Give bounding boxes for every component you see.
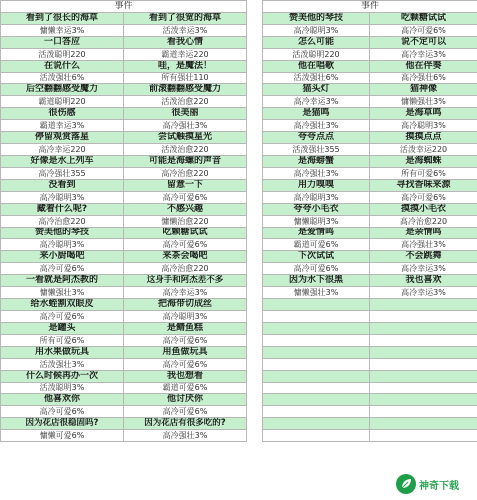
choice-cell: 看到了很宽的海草 <box>124 12 247 24</box>
choice-cell: 说不定可以 <box>370 36 477 48</box>
reward-cell: 高冷强壮6% <box>370 72 477 84</box>
choice-cell: 是亲情鸣 <box>370 227 477 239</box>
empty-cell <box>263 310 370 322</box>
empty-cell <box>263 394 370 406</box>
choice-row <box>1 251 247 263</box>
reward-row <box>1 215 247 227</box>
choice-cell: 一看就是阿杰教的 <box>1 275 124 287</box>
reward-cell: 活泼强壮6% <box>1 72 124 84</box>
reward-cell: 高冷幸运220 <box>1 144 124 156</box>
reward-cell: 高冷幸运3% <box>124 287 247 299</box>
choice-cell: 来小厨喝吧 <box>1 251 124 263</box>
reward-cell: 活泼聪明220 <box>263 48 370 60</box>
choice-row <box>1 227 247 239</box>
choice-row <box>263 12 477 24</box>
reward-cell: 高冷可爱6% <box>1 310 124 322</box>
reward-cell: 慵懒可爱6% <box>1 430 124 442</box>
reward-cell: 高冷聪明3% <box>263 191 370 203</box>
choice-row <box>1 394 247 406</box>
reward-cell: 高冷强壮3% <box>263 120 370 132</box>
choice-row <box>1 155 247 167</box>
reward-row <box>263 287 477 299</box>
choice-row <box>1 84 247 96</box>
empty-row <box>263 430 477 442</box>
choice-row <box>1 322 247 334</box>
reward-cell: 慵懒强壮3% <box>263 287 370 299</box>
choice-cell: 后空翻翻感受魔力 <box>1 84 124 96</box>
reward-cell: 活泼幸运220 <box>370 144 477 156</box>
reward-row <box>263 96 477 108</box>
choice-cell: 什么时候再办一次 <box>1 370 124 382</box>
choice-cell: 猫头灯 <box>263 84 370 96</box>
leaf-icon <box>396 474 416 494</box>
choice-cell: 是海螃蟹 <box>263 155 370 167</box>
choice-row <box>263 179 477 191</box>
reward-cell: 高冷聪明3% <box>370 120 477 132</box>
empty-cell <box>370 310 477 322</box>
reward-cell: 高冷幸运3% <box>263 96 370 108</box>
empty-cell <box>263 346 370 358</box>
reward-row <box>263 263 477 275</box>
reward-row <box>1 191 247 203</box>
reward-cell: 活泼强壮355 <box>263 144 370 156</box>
choice-cell: 他喜欢你 <box>1 394 124 406</box>
choice-row <box>263 84 477 96</box>
empty-cell <box>370 299 477 311</box>
choice-cell: 看我心情 <box>124 36 247 48</box>
choice-cell: 是鲭鱼糕 <box>124 322 247 334</box>
choice-cell: 他在伴奏 <box>370 60 477 72</box>
reward-cell: 高冷治愈220 <box>370 215 477 227</box>
reward-row <box>1 120 247 132</box>
watermark-text: 神奇下载 <box>419 480 459 492</box>
left-event-table <box>0 0 247 442</box>
reward-cell: 高冷聪明3% <box>1 239 124 251</box>
empty-row <box>263 334 477 346</box>
reward-cell: 高冷幸运3% <box>370 287 477 299</box>
reward-row <box>1 310 247 322</box>
empty-row <box>263 322 477 334</box>
choice-cell: 用力嗅嗅 <box>263 179 370 191</box>
reward-cell: 高冷聪明3% <box>263 24 370 36</box>
reward-row <box>263 144 477 156</box>
choice-cell: 给水蛭割双眼皮 <box>1 299 124 311</box>
empty-cell <box>370 322 477 334</box>
reward-cell: 活泼强壮6% <box>263 72 370 84</box>
empty-row <box>263 310 477 322</box>
empty-cell <box>370 346 477 358</box>
choice-row <box>263 132 477 144</box>
reward-cell: 高冷聪明3% <box>1 191 124 203</box>
choice-cell: 是罐头 <box>1 322 124 334</box>
reward-row <box>1 358 247 370</box>
choice-cell: 很美丽 <box>124 108 247 120</box>
empty-cell <box>370 394 477 406</box>
choice-cell: 这身手和阿杰差不多 <box>124 275 247 287</box>
choice-cell: 摸摸点点 <box>370 132 477 144</box>
choice-cell: 吃颗糖试试 <box>124 227 247 239</box>
choice-row <box>1 275 247 287</box>
empty-cell <box>370 334 477 346</box>
reward-cell: 活泼幸运3% <box>124 24 247 36</box>
choice-cell: 我也想看 <box>124 370 247 382</box>
empty-cell <box>263 322 370 334</box>
empty-cell <box>370 358 477 370</box>
reward-row <box>263 191 477 203</box>
empty-cell <box>263 430 370 442</box>
choice-row <box>263 155 477 167</box>
choice-row <box>1 132 247 144</box>
reward-row <box>1 406 247 418</box>
choice-cell: 寻找香味来源 <box>370 179 477 191</box>
reward-cell: 高冷幸运3% <box>370 263 477 275</box>
reward-cell: 高冷治愈220 <box>1 215 124 227</box>
reward-row <box>1 382 247 394</box>
reward-cell: 高冷强壮3% <box>124 120 247 132</box>
reward-cell: 高冷治愈220 <box>124 263 247 275</box>
choice-row <box>1 299 247 311</box>
empty-cell <box>263 406 370 418</box>
choice-cell: 因为水下很黑 <box>263 275 370 287</box>
choice-cell: 藏着什么呢? <box>1 203 124 215</box>
choice-cell: 尝试触摸星光 <box>124 132 247 144</box>
empty-cell <box>370 406 477 418</box>
reward-cell: 高冷强壮3% <box>263 167 370 179</box>
choice-cell: 好像是水上列车 <box>1 155 124 167</box>
choice-cell: 在说什么 <box>1 60 124 72</box>
choice-cell: 摸摸小毛衣 <box>370 203 477 215</box>
choice-row <box>1 36 247 48</box>
empty-row <box>263 406 477 418</box>
reward-cell: 高冷强壮355 <box>1 167 124 179</box>
empty-cell <box>263 418 370 430</box>
choice-row <box>263 108 477 120</box>
choice-cell: 停留观赏落星 <box>1 132 124 144</box>
reward-cell: 高冷可爱6% <box>1 263 124 275</box>
site-watermark <box>396 472 474 496</box>
empty-row <box>263 382 477 394</box>
choice-row <box>263 60 477 72</box>
choice-row <box>1 179 247 191</box>
reward-cell: 高冷可爱6% <box>124 191 247 203</box>
reward-cell: 高冷聪明3% <box>124 310 247 322</box>
reward-cell: 高冷强壮3% <box>124 430 247 442</box>
reward-cell: 高冷可爱6% <box>124 334 247 346</box>
empty-cell <box>263 358 370 370</box>
reward-row <box>1 167 247 179</box>
reward-cell: 高冷可爱6% <box>1 406 124 418</box>
reward-cell: 霸道可爱6% <box>124 382 247 394</box>
reward-cell: 高冷可爱6% <box>263 263 370 275</box>
empty-cell <box>263 370 370 382</box>
reward-row <box>1 24 247 36</box>
choice-row <box>263 251 477 263</box>
choice-row <box>1 60 247 72</box>
choice-cell: 吃颗糖试试 <box>370 12 477 24</box>
reward-row <box>263 48 477 60</box>
reward-row <box>263 215 477 227</box>
choice-cell: 前滚翻翻感受魔力 <box>124 84 247 96</box>
choice-row <box>1 370 247 382</box>
table-header: 事件 <box>1 1 247 13</box>
choice-row <box>1 203 247 215</box>
reward-cell: 高冷治愈220 <box>124 167 247 179</box>
empty-row <box>263 394 477 406</box>
reward-row <box>263 239 477 251</box>
reward-cell: 活泼聪明3% <box>1 382 124 394</box>
choice-cell: 看到了很长的海草 <box>1 12 124 24</box>
choice-cell: 留意一下 <box>124 179 247 191</box>
choice-cell: 夸夸点点 <box>263 132 370 144</box>
choice-row <box>263 275 477 287</box>
reward-row <box>263 120 477 132</box>
empty-row <box>263 358 477 370</box>
choice-row <box>1 346 247 358</box>
reward-cell: 高冷可爱6% <box>124 406 247 418</box>
choice-cell: 可能是海螺的声音 <box>124 155 247 167</box>
reward-cell: 慵懒聪明3% <box>263 215 370 227</box>
choice-cell: 不会跳舞 <box>370 251 477 263</box>
empty-cell <box>370 370 477 382</box>
choice-row <box>1 418 247 430</box>
empty-cell <box>263 382 370 394</box>
empty-row <box>263 418 477 430</box>
reward-row <box>1 72 247 84</box>
choice-cell: 把海带切成丝 <box>124 299 247 311</box>
reward-cell: 高冷可爱6% <box>370 24 477 36</box>
empty-row <box>263 346 477 358</box>
choice-cell: 下次试试 <box>263 251 370 263</box>
choice-cell: 赞美他的琴技 <box>263 12 370 24</box>
reward-row <box>1 48 247 60</box>
empty-cell <box>370 430 477 442</box>
choice-cell: 是猫鸣 <box>263 108 370 120</box>
choice-cell: 因为花店很稳固吗? <box>1 418 124 430</box>
reward-cell: 所有可爱6% <box>370 167 477 179</box>
reward-cell: 慵懒幸运3% <box>1 24 124 36</box>
choice-row <box>263 227 477 239</box>
reward-cell: 慵懒治愈220 <box>124 215 247 227</box>
choice-cell: 用鱼做玩具 <box>124 346 247 358</box>
empty-cell <box>263 334 370 346</box>
reward-cell: 高冷可爱6% <box>124 239 247 251</box>
choice-row <box>263 203 477 215</box>
reward-cell: 高冷幸运3% <box>370 48 477 60</box>
choice-cell: 很伤感 <box>1 108 124 120</box>
table-header: 事件 <box>263 1 477 13</box>
empty-row <box>263 370 477 382</box>
choice-cell: 猫神像 <box>370 84 477 96</box>
choice-cell: 我也喜欢 <box>370 275 477 287</box>
choice-cell: 不感兴趣 <box>124 203 247 215</box>
reward-row <box>1 239 247 251</box>
choice-cell: 怎么可能 <box>263 36 370 48</box>
choice-cell: 是海草鸣 <box>370 108 477 120</box>
choice-cell: 一口答应 <box>1 36 124 48</box>
reward-row <box>1 263 247 275</box>
reward-cell: 霸道幸运220 <box>124 48 247 60</box>
reward-cell: 高冷可爱6% <box>124 358 247 370</box>
reward-row <box>1 96 247 108</box>
reward-row <box>1 287 247 299</box>
choice-cell: 赞美他的琴技 <box>1 227 124 239</box>
choice-cell: 因为花店有很多吃的? <box>124 418 247 430</box>
reward-cell: 霸道聪明220 <box>1 96 124 108</box>
reward-cell: 慵懒强壮3% <box>1 287 124 299</box>
choice-cell: 哇，是魔法！ <box>124 60 247 72</box>
reward-cell: 霸道可爱6% <box>263 239 370 251</box>
reward-cell: 活泼聪明220 <box>1 48 124 60</box>
choice-row <box>1 12 247 24</box>
empty-cell <box>370 418 477 430</box>
reward-cell: 高冷强壮3% <box>370 239 477 251</box>
reward-cell: 慵懒强壮3% <box>370 96 477 108</box>
choice-cell: 用水果做玩具 <box>1 346 124 358</box>
choice-cell: 没看到 <box>1 179 124 191</box>
choice-cell: 夸夸小毛衣 <box>263 203 370 215</box>
choice-cell: 他讨厌你 <box>124 394 247 406</box>
reward-cell: 霸道幸运3% <box>1 120 124 132</box>
reward-row <box>1 334 247 346</box>
reward-cell: 活泼强壮3% <box>1 358 124 370</box>
reward-cell: 所有可爱6% <box>1 334 124 346</box>
choice-cell: 他在唱歌 <box>263 60 370 72</box>
reward-row <box>1 144 247 156</box>
empty-cell <box>370 382 477 394</box>
choice-row <box>1 108 247 120</box>
empty-cell <box>263 299 370 311</box>
right-event-table <box>262 0 477 442</box>
reward-row <box>263 167 477 179</box>
reward-row <box>1 430 247 442</box>
reward-cell: 活泼治愈220 <box>124 144 247 156</box>
reward-row <box>263 24 477 36</box>
choice-cell: 是爱情鸣 <box>263 227 370 239</box>
reward-cell: 活泼治愈220 <box>124 96 247 108</box>
empty-row <box>263 299 477 311</box>
choice-row <box>263 36 477 48</box>
reward-row <box>263 72 477 84</box>
choice-cell: 是海蜘蛛 <box>370 155 477 167</box>
reward-cell: 高冷可爱6% <box>370 191 477 203</box>
choice-cell: 来茶会喝吧 <box>124 251 247 263</box>
reward-cell: 所有强壮110 <box>124 72 247 84</box>
